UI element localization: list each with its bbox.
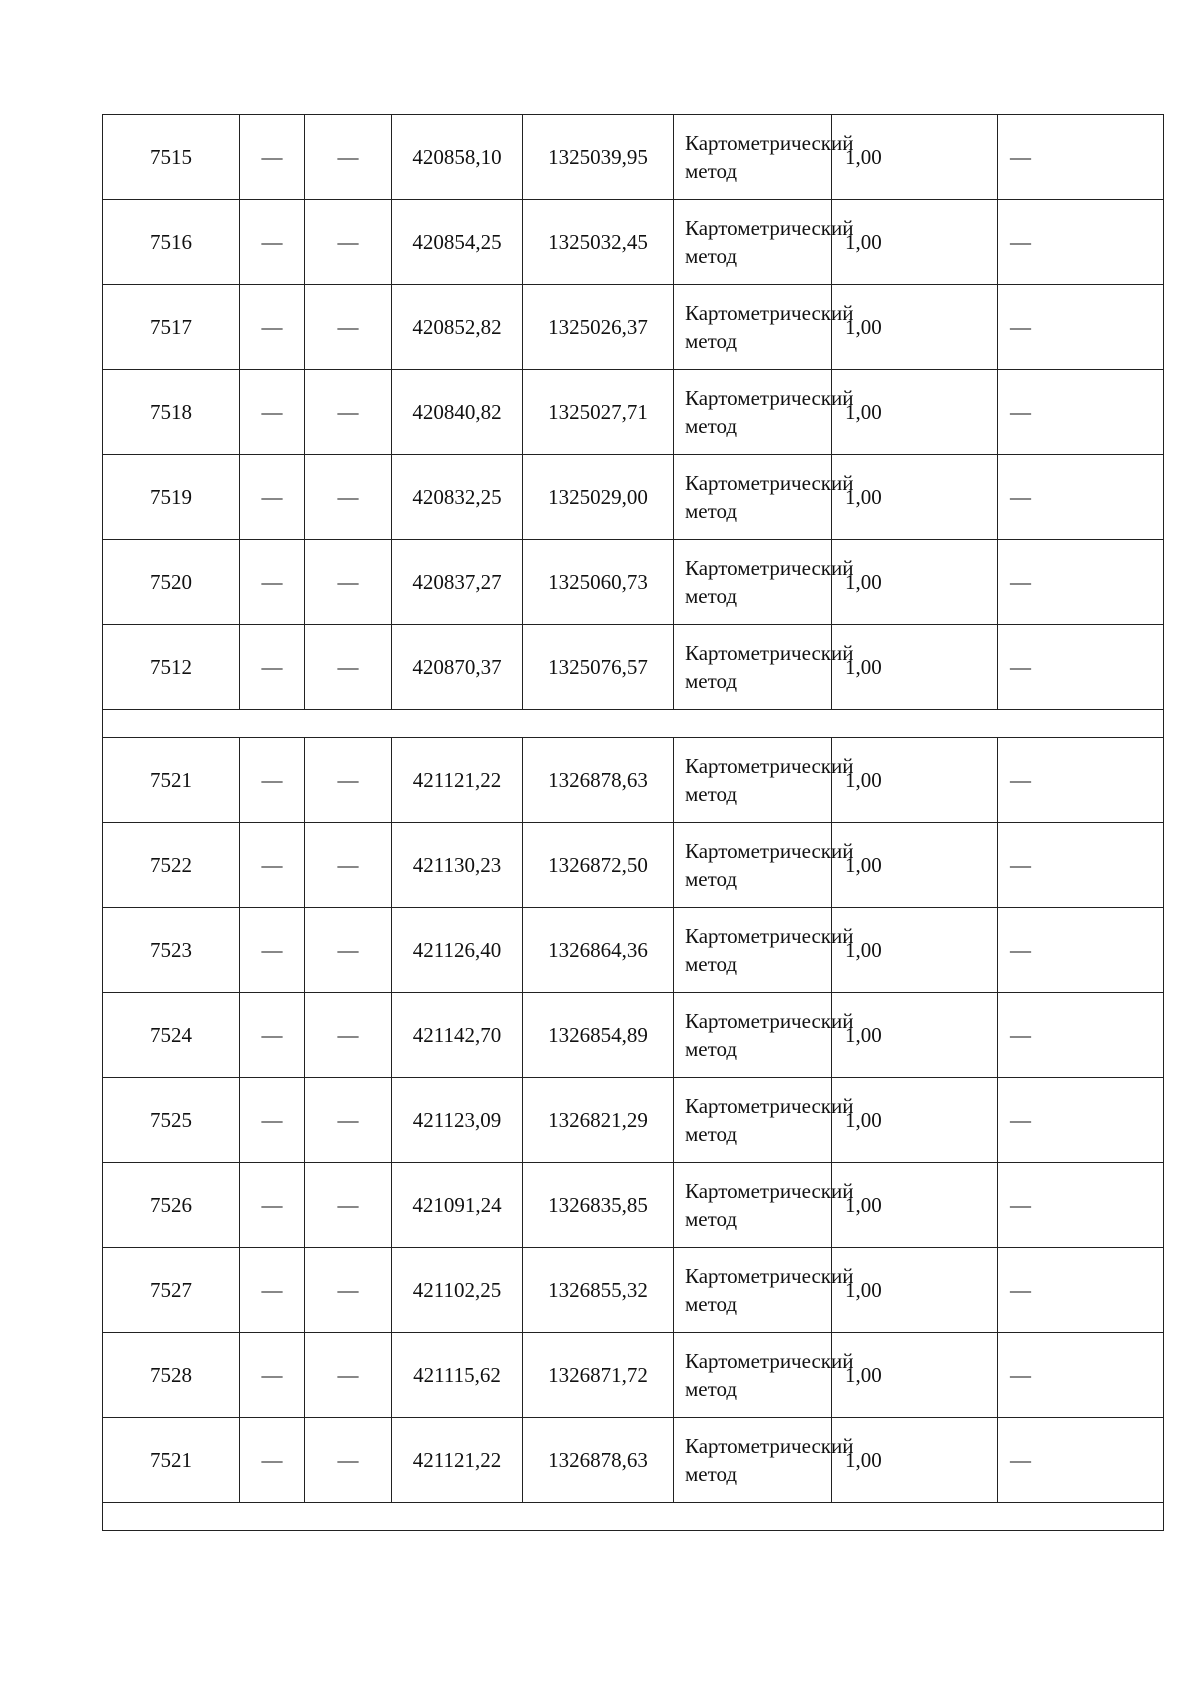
empty-value-cell: —	[305, 540, 392, 625]
coordinate-y-cell: 1326878,63	[523, 738, 674, 823]
table-row	[103, 908, 1164, 993]
coordinate-x-cell: 421102,25	[392, 1248, 523, 1333]
table-row	[103, 540, 1164, 625]
group-separator-cell	[103, 1503, 1164, 1531]
point-number-cell: 7519	[103, 455, 240, 540]
empty-value-cell: —	[240, 540, 305, 625]
point-number-cell: 7516	[103, 200, 240, 285]
coordinate-y-cell: 1326821,29	[523, 1078, 674, 1163]
method-cell: Картометрический метод	[674, 1333, 832, 1418]
table-row	[103, 993, 1164, 1078]
empty-value-cell: —	[240, 908, 305, 993]
table-row	[103, 455, 1164, 540]
accuracy-cell: 1,00	[832, 370, 998, 455]
accuracy-cell: 1,00	[832, 455, 998, 540]
point-number-cell: 7525	[103, 1078, 240, 1163]
method-cell: Картометрический метод	[674, 200, 832, 285]
coordinate-y-cell: 1325039,95	[523, 115, 674, 200]
empty-value-cell: —	[240, 625, 305, 710]
accuracy-cell: 1,00	[832, 285, 998, 370]
coordinate-x-cell: 421091,24	[392, 1163, 523, 1248]
accuracy-cell: 1,00	[832, 1333, 998, 1418]
coordinate-x-cell: 420858,10	[392, 115, 523, 200]
accuracy-cell: 1,00	[832, 540, 998, 625]
note-cell: —	[998, 455, 1164, 540]
point-number-cell: 7526	[103, 1163, 240, 1248]
empty-value-cell: —	[305, 1163, 392, 1248]
point-number-cell: 7527	[103, 1248, 240, 1333]
accuracy-cell: 1,00	[832, 115, 998, 200]
table-row	[103, 115, 1164, 200]
point-number-cell: 7523	[103, 908, 240, 993]
coordinate-y-cell: 1326878,63	[523, 1418, 674, 1503]
coordinate-x-cell: 421115,62	[392, 1333, 523, 1418]
empty-value-cell: —	[305, 370, 392, 455]
coordinate-y-cell: 1326835,85	[523, 1163, 674, 1248]
coordinate-y-cell: 1325032,45	[523, 200, 674, 285]
empty-value-cell: —	[240, 200, 305, 285]
empty-value-cell: —	[305, 738, 392, 823]
coordinate-x-cell: 421121,22	[392, 738, 523, 823]
method-cell: Картометрический метод	[674, 285, 832, 370]
accuracy-cell: 1,00	[832, 1163, 998, 1248]
point-number-cell: 7517	[103, 285, 240, 370]
empty-value-cell: —	[305, 908, 392, 993]
table-body	[103, 115, 1164, 1531]
empty-value-cell: —	[305, 455, 392, 540]
note-cell: —	[998, 823, 1164, 908]
coordinate-x-cell: 420840,82	[392, 370, 523, 455]
note-cell: —	[998, 625, 1164, 710]
coordinate-y-cell: 1326864,36	[523, 908, 674, 993]
table-row	[103, 1333, 1164, 1418]
note-cell: —	[998, 1418, 1164, 1503]
point-number-cell: 7520	[103, 540, 240, 625]
coordinate-y-cell: 1325076,57	[523, 625, 674, 710]
note-cell: —	[998, 1163, 1164, 1248]
empty-value-cell: —	[240, 370, 305, 455]
empty-value-cell: —	[305, 200, 392, 285]
note-cell: —	[998, 738, 1164, 823]
method-cell: Картометрический метод	[674, 115, 832, 200]
empty-value-cell: —	[240, 1078, 305, 1163]
method-cell: Картометрический метод	[674, 1078, 832, 1163]
coordinate-x-cell: 420837,27	[392, 540, 523, 625]
accuracy-cell: 1,00	[832, 908, 998, 993]
note-cell: —	[998, 370, 1164, 455]
accuracy-cell: 1,00	[832, 1248, 998, 1333]
coordinate-x-cell: 420870,37	[392, 625, 523, 710]
note-cell: —	[998, 200, 1164, 285]
method-cell: Картометрический метод	[674, 1248, 832, 1333]
empty-value-cell: —	[305, 1333, 392, 1418]
method-cell: Картометрический метод	[674, 370, 832, 455]
empty-value-cell: —	[305, 1078, 392, 1163]
point-number-cell: 7521	[103, 1418, 240, 1503]
empty-value-cell: —	[305, 625, 392, 710]
accuracy-cell: 1,00	[832, 1078, 998, 1163]
accuracy-cell: 1,00	[832, 993, 998, 1078]
table-row	[103, 285, 1164, 370]
note-cell: —	[998, 1078, 1164, 1163]
empty-value-cell: —	[305, 823, 392, 908]
point-number-cell: 7524	[103, 993, 240, 1078]
empty-value-cell: —	[305, 1418, 392, 1503]
note-cell: —	[998, 285, 1164, 370]
coordinate-x-cell: 420832,25	[392, 455, 523, 540]
table-row	[103, 1078, 1164, 1163]
note-cell: —	[998, 1248, 1164, 1333]
point-number-cell: 7521	[103, 738, 240, 823]
empty-value-cell: —	[240, 285, 305, 370]
empty-value-cell: —	[240, 455, 305, 540]
method-cell: Картометрический метод	[674, 625, 832, 710]
coordinate-x-cell: 421130,23	[392, 823, 523, 908]
table-row	[103, 738, 1164, 823]
table-row	[103, 823, 1164, 908]
coordinate-x-cell: 420854,25	[392, 200, 523, 285]
coordinate-y-cell: 1326854,89	[523, 993, 674, 1078]
method-cell: Картометрический метод	[674, 993, 832, 1078]
method-cell: Картометрический метод	[674, 738, 832, 823]
table-row	[103, 1418, 1164, 1503]
table-row	[103, 1248, 1164, 1333]
coordinate-y-cell: 1326871,72	[523, 1333, 674, 1418]
coordinate-y-cell: 1326872,50	[523, 823, 674, 908]
accuracy-cell: 1,00	[832, 625, 998, 710]
method-cell: Картометрический метод	[674, 455, 832, 540]
coordinate-y-cell: 1325060,73	[523, 540, 674, 625]
accuracy-cell: 1,00	[832, 823, 998, 908]
note-cell: —	[998, 540, 1164, 625]
point-number-cell: 7512	[103, 625, 240, 710]
method-cell: Картометрический метод	[674, 1418, 832, 1503]
method-cell: Картометрический метод	[674, 540, 832, 625]
empty-value-cell: —	[240, 1418, 305, 1503]
coordinate-x-cell: 420852,82	[392, 285, 523, 370]
point-number-cell: 7515	[103, 115, 240, 200]
empty-value-cell: —	[240, 993, 305, 1078]
table-row	[103, 370, 1164, 455]
accuracy-cell: 1,00	[832, 738, 998, 823]
coordinate-y-cell: 1325027,71	[523, 370, 674, 455]
coordinate-y-cell: 1326855,32	[523, 1248, 674, 1333]
empty-value-cell: —	[240, 1163, 305, 1248]
empty-value-cell: —	[305, 1248, 392, 1333]
coordinate-y-cell: 1325029,00	[523, 455, 674, 540]
group-separator-row	[103, 1503, 1164, 1531]
empty-value-cell: —	[305, 285, 392, 370]
empty-value-cell: —	[240, 1248, 305, 1333]
note-cell: —	[998, 993, 1164, 1078]
coordinate-x-cell: 421123,09	[392, 1078, 523, 1163]
coordinate-x-cell: 421126,40	[392, 908, 523, 993]
table-row	[103, 625, 1164, 710]
note-cell: —	[998, 908, 1164, 993]
method-cell: Картометрический метод	[674, 908, 832, 993]
table-row	[103, 200, 1164, 285]
empty-value-cell: —	[305, 115, 392, 200]
point-number-cell: 7522	[103, 823, 240, 908]
point-number-cell: 7528	[103, 1333, 240, 1418]
group-separator-row	[103, 710, 1164, 738]
group-separator-cell	[103, 710, 1164, 738]
point-number-cell: 7518	[103, 370, 240, 455]
note-cell: —	[998, 1333, 1164, 1418]
accuracy-cell: 1,00	[832, 1418, 998, 1503]
empty-value-cell: —	[240, 823, 305, 908]
empty-value-cell: —	[240, 115, 305, 200]
coordinate-x-cell: 421121,22	[392, 1418, 523, 1503]
accuracy-cell: 1,00	[832, 200, 998, 285]
table-row	[103, 1163, 1164, 1248]
method-cell: Картометрический метод	[674, 1163, 832, 1248]
method-cell: Картометрический метод	[674, 823, 832, 908]
coordinates-table	[102, 114, 1164, 1531]
note-cell: —	[998, 115, 1164, 200]
empty-value-cell: —	[305, 993, 392, 1078]
empty-value-cell: —	[240, 738, 305, 823]
coordinate-y-cell: 1325026,37	[523, 285, 674, 370]
coordinates-table-page	[102, 114, 1163, 1531]
coordinate-x-cell: 421142,70	[392, 993, 523, 1078]
empty-value-cell: —	[240, 1333, 305, 1418]
